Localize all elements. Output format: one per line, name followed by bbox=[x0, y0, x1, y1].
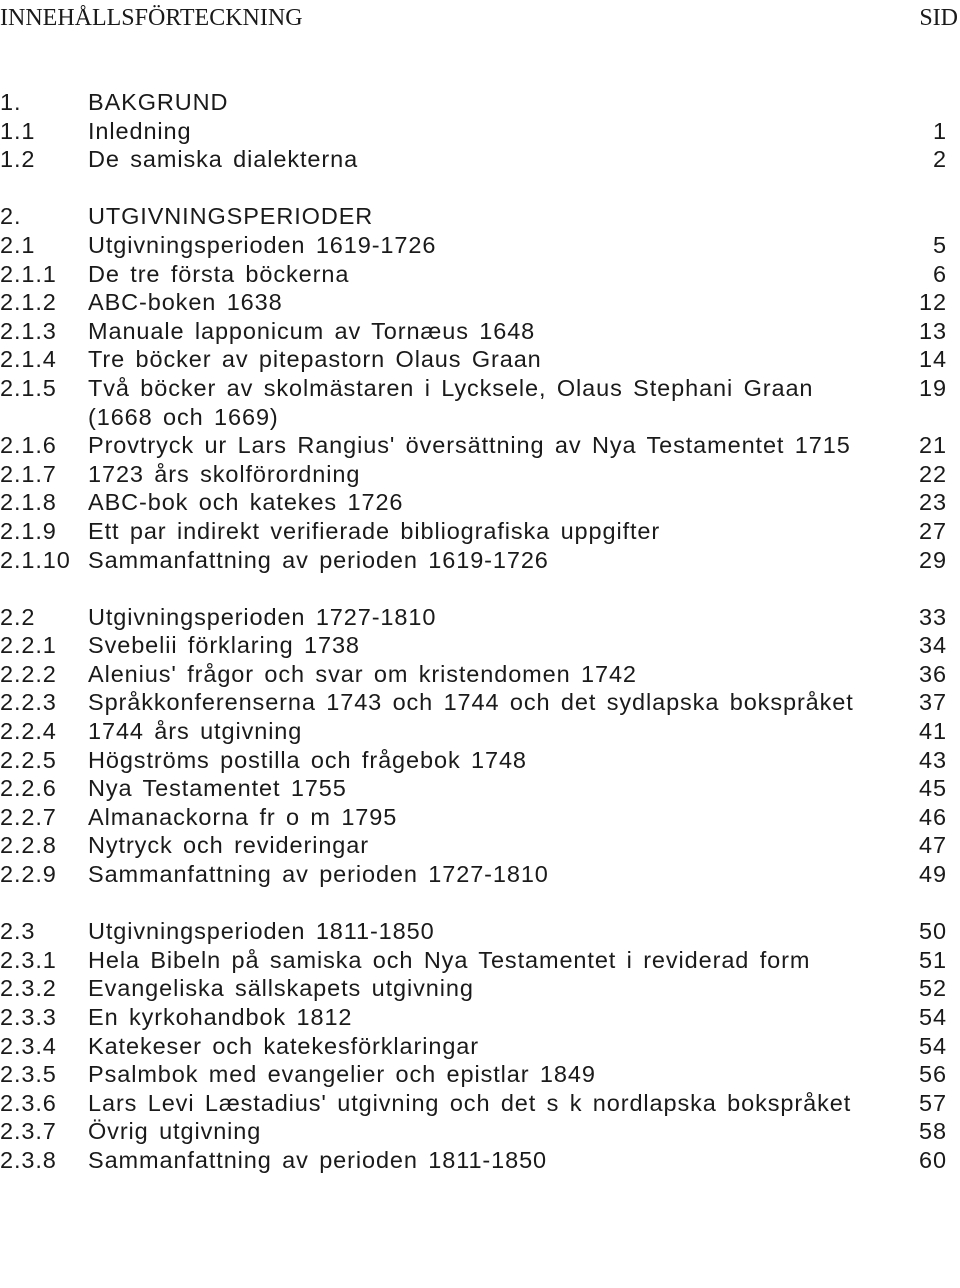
toc-entry-title: Två böcker av skolmästaren i Lycksele, Olaus Stephani Graan (1668 och 1669) bbox=[88, 374, 814, 430]
toc-entry bbox=[0, 1089, 947, 1118]
toc-entry bbox=[0, 660, 947, 689]
toc-entry bbox=[0, 202, 947, 231]
toc-entry-number: 2.3.8 bbox=[0, 1146, 57, 1173]
toc-entry bbox=[0, 803, 947, 832]
toc-entry-page: 12 bbox=[919, 289, 947, 316]
toc-entry bbox=[0, 917, 947, 946]
toc-entry bbox=[0, 345, 947, 374]
toc-entry-page: 50 bbox=[919, 918, 947, 945]
toc-entry-title: 1744 års utgivning bbox=[88, 718, 303, 745]
toc-entry-number: 2.2.5 bbox=[0, 746, 57, 773]
toc-entry-number: 2.3 bbox=[0, 918, 36, 945]
toc-entry bbox=[0, 546, 947, 575]
toc-entry-number: 2.3.5 bbox=[0, 1061, 57, 1088]
toc-entry bbox=[0, 431, 947, 460]
toc-entry-page: 33 bbox=[919, 603, 947, 630]
toc-entry-title: Provtryck ur Lars Rangius' översättning av Nya Testamentet 1715 bbox=[88, 432, 851, 459]
toc-entry-title: Katekeser och katekesförklaringar bbox=[88, 1032, 479, 1059]
toc-entry-page: 34 bbox=[919, 632, 947, 659]
toc-entry bbox=[0, 688, 947, 717]
toc-entry-number: 2.2.3 bbox=[0, 689, 57, 716]
toc-entry-page: 54 bbox=[919, 1032, 947, 1059]
toc-entry-title: ABC-boken 1638 bbox=[88, 289, 283, 316]
toc-entry-number: 2.2.8 bbox=[0, 832, 57, 859]
toc-entry-title: De samiska dialekterna bbox=[88, 146, 359, 173]
toc-entry bbox=[0, 317, 947, 346]
toc-entry bbox=[0, 117, 947, 146]
toc-entry-number: 2.3.6 bbox=[0, 1089, 57, 1116]
toc-entry-title: Nya Testamentet 1755 bbox=[88, 775, 347, 802]
toc-entry-title: Högströms postilla och frågebok 1748 bbox=[88, 746, 527, 773]
toc-entry-page: 21 bbox=[919, 432, 947, 459]
toc-entry-number: 2.1 bbox=[0, 231, 36, 258]
toc-entry-title: Hela Bibeln på samiska och Nya Testamentet i reviderad form bbox=[88, 946, 811, 973]
toc-entry-number: 2.1.6 bbox=[0, 432, 57, 459]
toc-entry-title: Evangeliska sällskapets utgivning bbox=[88, 975, 474, 1002]
toc-entry bbox=[0, 946, 947, 975]
toc-entry bbox=[0, 288, 947, 317]
toc-entry-title: Svebelii förklaring 1738 bbox=[88, 632, 360, 659]
toc-entry-title: En kyrkohandbok 1812 bbox=[88, 1004, 353, 1030]
toc-entry-title: Almanackorna fr o m 1795 bbox=[88, 803, 398, 830]
toc-entry bbox=[0, 831, 947, 860]
toc-entry-page: 41 bbox=[919, 718, 947, 745]
page-title: INNEHÅLLSFÖRTECKNING bbox=[0, 5, 303, 31]
toc-entry-number: 2.2 bbox=[0, 603, 36, 630]
toc-entry-title: Sammanfattning av perioden 1727-1810 bbox=[88, 861, 549, 888]
toc-entry-title: Nytryck och revideringar bbox=[88, 832, 369, 859]
toc-entry-number: 2.1.7 bbox=[0, 460, 57, 487]
toc-entry-title: Inledning bbox=[88, 117, 192, 144]
toc-entry-title: Alenius' frågor och svar om kristendomen 1742 bbox=[88, 660, 637, 687]
toc-entry-page: 58 bbox=[919, 1118, 947, 1145]
toc-entry bbox=[0, 145, 947, 174]
toc-entry bbox=[0, 603, 947, 632]
toc-entry-page: 54 bbox=[919, 1004, 947, 1030]
toc-entry-title: Psalmbok med evangelier och epistlar 1849 bbox=[88, 1061, 596, 1088]
toc-entry bbox=[0, 260, 947, 289]
toc-entry-title: Språkkonferenserna 1743 och 1744 och det sydlapska bokspråket bbox=[88, 689, 854, 716]
toc-entry-number: 2.1.10 bbox=[0, 546, 71, 573]
toc-entry-number: 2.3.4 bbox=[0, 1032, 57, 1059]
toc-entry-page: 56 bbox=[919, 1061, 947, 1088]
toc-entry bbox=[0, 1060, 947, 1089]
toc-entry bbox=[0, 460, 947, 489]
toc-entry-title: Sammanfattning av perioden 1619-1726 bbox=[88, 546, 549, 573]
toc-entry bbox=[0, 631, 947, 660]
toc-entry-title: BAKGRUND bbox=[88, 89, 229, 115]
toc-entry-title: Ett par indirekt verifierade bibliografiska uppgifter bbox=[88, 517, 661, 544]
toc-entry-number: 2.3.7 bbox=[0, 1118, 57, 1145]
table-of-contents bbox=[0, 88, 947, 1175]
toc-entry-page: 47 bbox=[919, 832, 947, 859]
toc-entry-number: 2.1.3 bbox=[0, 317, 57, 344]
toc-entry bbox=[0, 488, 947, 517]
toc-entry-title: Utgivningsperioden 1811-1850 bbox=[88, 918, 435, 945]
toc-entry-number: 2.1.9 bbox=[0, 517, 57, 544]
toc-entry bbox=[0, 1003, 947, 1032]
toc-entry bbox=[0, 1117, 947, 1146]
toc-entry-number: 2. bbox=[0, 203, 22, 230]
toc-entry-title: UTGIVNINGSPERIODER bbox=[88, 203, 374, 230]
toc-entry-page: 46 bbox=[919, 803, 947, 830]
toc-entry-number: 2.1.8 bbox=[0, 489, 57, 516]
toc-entry-title: Tre böcker av pitepastorn Olaus Graan bbox=[88, 346, 542, 373]
toc-entry-page: 19 bbox=[919, 374, 947, 401]
toc-entry-page: 60 bbox=[919, 1146, 947, 1173]
toc-entry-page: 51 bbox=[919, 946, 947, 973]
toc-entry-number: 2.2.1 bbox=[0, 632, 57, 659]
toc-entry bbox=[0, 231, 947, 260]
toc-entry-number: 2.2.7 bbox=[0, 803, 57, 830]
page-column-heading: SID bbox=[919, 5, 958, 31]
toc-entry-page: 5 bbox=[933, 231, 947, 258]
toc-entry-page: 13 bbox=[919, 317, 947, 344]
toc-entry bbox=[0, 517, 947, 546]
toc-entry-title: Lars Levi Læstadius' utgivning och det s k nordlapska bokspråket bbox=[88, 1089, 852, 1116]
toc-entry-page: 23 bbox=[919, 489, 947, 516]
toc-entry-page: 27 bbox=[919, 517, 947, 544]
toc-entry bbox=[0, 374, 947, 431]
toc-entry bbox=[0, 746, 947, 775]
section-spacer bbox=[0, 174, 947, 203]
toc-entry-number: 1.1 bbox=[0, 117, 36, 144]
toc-entry bbox=[0, 1146, 947, 1175]
toc-entry-number: 2.2.4 bbox=[0, 718, 57, 745]
section-spacer bbox=[0, 889, 947, 918]
toc-entry-number: 2.3.1 bbox=[0, 946, 57, 973]
toc-entry-title: Manuale lapponicum av Tornæus 1648 bbox=[88, 317, 536, 344]
toc-entry-number: 2.2.2 bbox=[0, 660, 57, 687]
toc-entry-title: Utgivningsperioden 1619-1726 bbox=[88, 231, 437, 258]
toc-entry-page: 49 bbox=[919, 861, 947, 888]
toc-entry-number: 2.2.6 bbox=[0, 775, 57, 802]
toc-entry-number: 2.1.1 bbox=[0, 260, 57, 287]
toc-entry-title: 1723 års skolförordning bbox=[88, 460, 361, 487]
toc-entry-number: 2.2.9 bbox=[0, 861, 57, 888]
toc-entry-page: 2 bbox=[933, 146, 947, 173]
toc-entry-page: 6 bbox=[933, 260, 947, 287]
toc-entry-title: Sammanfattning av perioden 1811-1850 bbox=[88, 1146, 548, 1173]
toc-entry bbox=[0, 717, 947, 746]
toc-entry bbox=[0, 1032, 947, 1061]
section-spacer bbox=[0, 574, 947, 603]
toc-entry bbox=[0, 774, 947, 803]
toc-entry-page: 22 bbox=[919, 460, 947, 487]
toc-entry-page: 57 bbox=[919, 1089, 947, 1116]
toc-entry-title: De tre första böckerna bbox=[88, 260, 350, 287]
toc-entry-page: 43 bbox=[919, 746, 947, 773]
toc-entry-page: 52 bbox=[919, 975, 947, 1002]
toc-entry bbox=[0, 974, 947, 1003]
toc-entry-title: Övrig utgivning bbox=[88, 1118, 262, 1145]
toc-entry-title: Utgivningsperioden 1727-1810 bbox=[88, 603, 437, 630]
toc-entry-number: 2.1.4 bbox=[0, 346, 57, 373]
toc-entry-number: 2.3.2 bbox=[0, 975, 57, 1002]
toc-entry-page: 1 bbox=[933, 117, 947, 144]
toc-entry-page: 45 bbox=[919, 775, 947, 802]
toc-entry-number: 1. bbox=[0, 89, 22, 115]
toc-entry-number: 2.1.2 bbox=[0, 289, 57, 316]
toc-entry-page: 37 bbox=[919, 689, 947, 716]
toc-entry bbox=[0, 860, 947, 889]
toc-entry-page: 29 bbox=[919, 546, 947, 573]
page-header bbox=[0, 0, 958, 36]
toc-entry-number: 2.1.5 bbox=[0, 374, 57, 401]
toc-entry-page: 14 bbox=[919, 346, 947, 373]
toc-entry-title: ABC-bok och katekes 1726 bbox=[88, 489, 404, 516]
toc-entry-page: 36 bbox=[919, 660, 947, 687]
toc-entry-number: 1.2 bbox=[0, 146, 36, 173]
toc-entry bbox=[0, 88, 947, 117]
toc-entry-number: 2.3.3 bbox=[0, 1004, 57, 1030]
